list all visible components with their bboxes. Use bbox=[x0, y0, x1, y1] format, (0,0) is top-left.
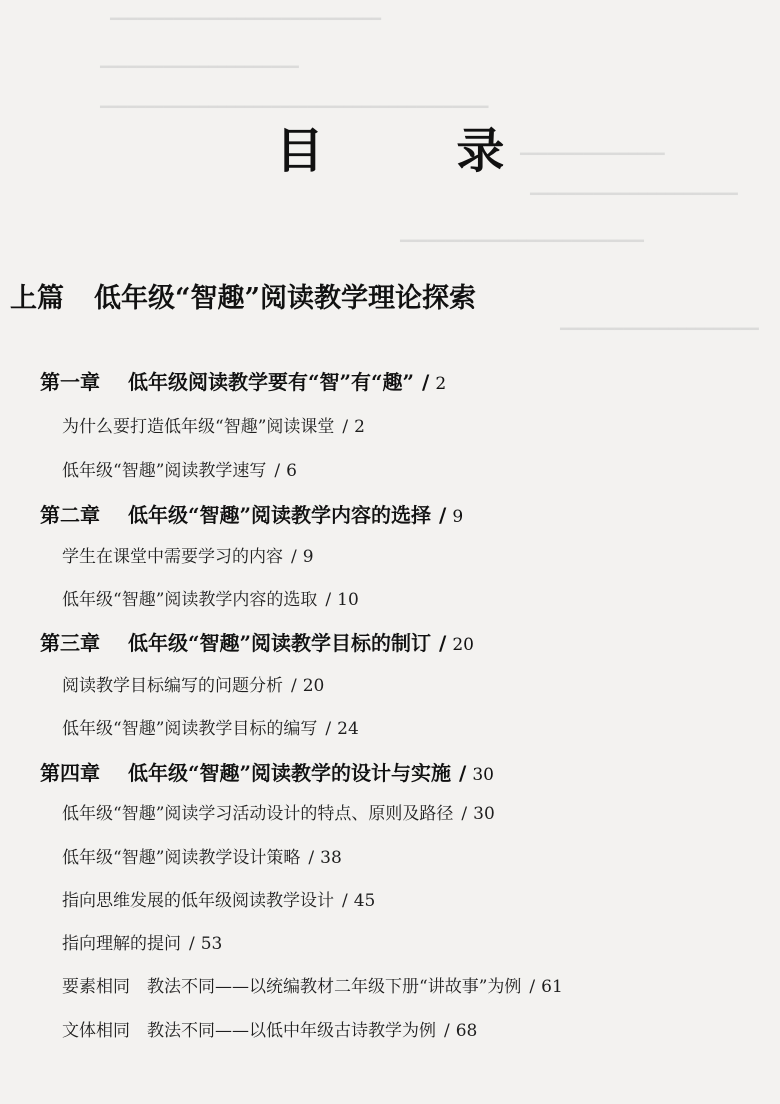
section-title: 低年级“智趣”阅读教学设计策略 bbox=[62, 848, 301, 868]
toc-section[interactable]: 要素相同 教法不同——以统编教材二年级下册“讲故事”为例 / 61 bbox=[62, 972, 563, 997]
chapter-title: 低年级阅读教学要有“智”有“趣” bbox=[128, 370, 415, 394]
toc-section[interactable]: 低年级“智趣”阅读教学目标的编写 / 24 bbox=[62, 714, 359, 739]
page-number: 2 bbox=[435, 374, 447, 394]
bleed-through-texture: ━━━━━━━━━━━━━━━━━━━━━━ bbox=[100, 58, 299, 76]
section-title: 指向思维发展的低年级阅读教学设计 bbox=[62, 891, 334, 911]
part-heading bbox=[10, 276, 476, 315]
toc-section[interactable]: 低年级“智趣”阅读教学内容的选取 / 10 bbox=[62, 585, 359, 610]
page-number: 10 bbox=[337, 590, 359, 610]
page-number: 20 bbox=[452, 635, 474, 655]
chapter-title: 低年级“智趣”阅读教学目标的制订 bbox=[128, 631, 432, 655]
toc-chapter[interactable]: 第二章 低年级“智趣”阅读教学内容的选择 / 9 bbox=[40, 499, 463, 528]
bleed-through-texture: ━━━━━━━━━━━━━━━━━━━━━━━ bbox=[530, 185, 738, 203]
bleed-through-texture: ━━━━━━━━━━━━━━━━ bbox=[520, 145, 665, 163]
page-number: 9 bbox=[452, 507, 464, 527]
section-title: 学生在课堂中需要学习的内容 bbox=[62, 547, 283, 567]
page-number: 68 bbox=[455, 1021, 478, 1041]
page-number: 45 bbox=[353, 891, 376, 911]
toc-chapter[interactable]: 第一章 低年级阅读教学要有“智”有“趣” / 2 bbox=[40, 366, 446, 395]
page-number: 38 bbox=[320, 848, 342, 868]
section-title: 文体相同 教法不同——以低中年级古诗教学为例 bbox=[62, 1021, 436, 1041]
toc-chapter[interactable]: 第三章 低年级“智趣”阅读教学目标的制订 / 20 bbox=[40, 627, 474, 656]
bleed-through-texture: ━━━━━━━━━━━━━━━━━━━━━━━━━━━━━━━━━━━━━━━━━━━ bbox=[100, 98, 489, 116]
toc-section[interactable]: 文体相同 教法不同——以低中年级古诗教学为例 / 68 bbox=[62, 1016, 477, 1041]
section-title: 低年级“智趣”阅读学习活动设计的特点、原则及路径 bbox=[62, 804, 454, 824]
bleed-through-texture: ━━━━━━━━━━━━━━━━━━━━━━━━━━━ bbox=[400, 232, 644, 250]
page-number: 9 bbox=[302, 547, 314, 567]
bleed-through-texture: ━━━━━━━━━━━━━━━━━━━━━━ bbox=[560, 320, 759, 338]
section-title: 指向理解的提问 bbox=[62, 934, 181, 954]
page-number: 20 bbox=[302, 676, 325, 696]
page-number: 6 bbox=[286, 461, 297, 481]
page-number: 61 bbox=[541, 977, 563, 997]
bleed-through-texture: ━━━━━━━━━━━━━━━━━━━━━━━━━━━━━━ bbox=[110, 10, 381, 28]
page-number: 30 bbox=[473, 804, 495, 824]
section-title: 阅读教学目标编写的问题分析 bbox=[62, 676, 283, 696]
chapter-number: 第三章 bbox=[40, 631, 100, 655]
toc-section[interactable]: 学生在课堂中需要学习的内容 / 9 bbox=[62, 542, 314, 567]
page-number: 2 bbox=[354, 417, 365, 437]
section-title: 要素相同 教法不同——以统编教材二年级下册“讲故事”为例 bbox=[62, 977, 522, 997]
toc-section[interactable]: 低年级“智趣”阅读教学速写 / 6 bbox=[62, 456, 297, 481]
toc-section[interactable]: 指向思维发展的低年级阅读教学设计 / 45 bbox=[62, 886, 375, 911]
part-title: 低年级“智趣”阅读教学理论探索 bbox=[94, 283, 477, 314]
toc-section[interactable]: 低年级“智趣”阅读教学设计策略 / 38 bbox=[62, 843, 342, 868]
toc-chapter[interactable]: 第四章 低年级“智趣”阅读教学的设计与实施 / 30 bbox=[40, 757, 494, 786]
chapter-title: 低年级“智趣”阅读教学内容的选择 bbox=[128, 503, 432, 527]
page-number: 30 bbox=[472, 765, 494, 785]
toc-section[interactable]: 指向理解的提问 / 53 bbox=[62, 929, 222, 954]
chapter-title: 低年级“智趣”阅读教学的设计与实施 bbox=[128, 761, 452, 785]
section-title: 低年级“智趣”阅读教学目标的编写 bbox=[62, 719, 318, 739]
part-label: 上篇 bbox=[10, 283, 64, 314]
chapter-number: 第四章 bbox=[40, 761, 100, 785]
page-title: 目 录 bbox=[275, 123, 563, 179]
section-title: 低年级“智趣”阅读教学内容的选取 bbox=[62, 590, 318, 610]
section-title: 低年级“智趣”阅读教学速写 bbox=[62, 461, 267, 481]
section-title: 为什么要打造低年级“智趣”阅读课堂 bbox=[62, 417, 335, 437]
chapter-number: 第一章 bbox=[40, 370, 100, 394]
page-number: 24 bbox=[337, 719, 359, 739]
page-number: 53 bbox=[200, 934, 223, 954]
toc-section[interactable]: 阅读教学目标编写的问题分析 / 20 bbox=[62, 671, 324, 696]
toc-section[interactable]: 为什么要打造低年级“智趣”阅读课堂 / 2 bbox=[62, 412, 365, 437]
toc-section[interactable]: 低年级“智趣”阅读学习活动设计的特点、原则及路径 / 30 bbox=[62, 799, 495, 824]
chapter-number: 第二章 bbox=[40, 503, 100, 527]
